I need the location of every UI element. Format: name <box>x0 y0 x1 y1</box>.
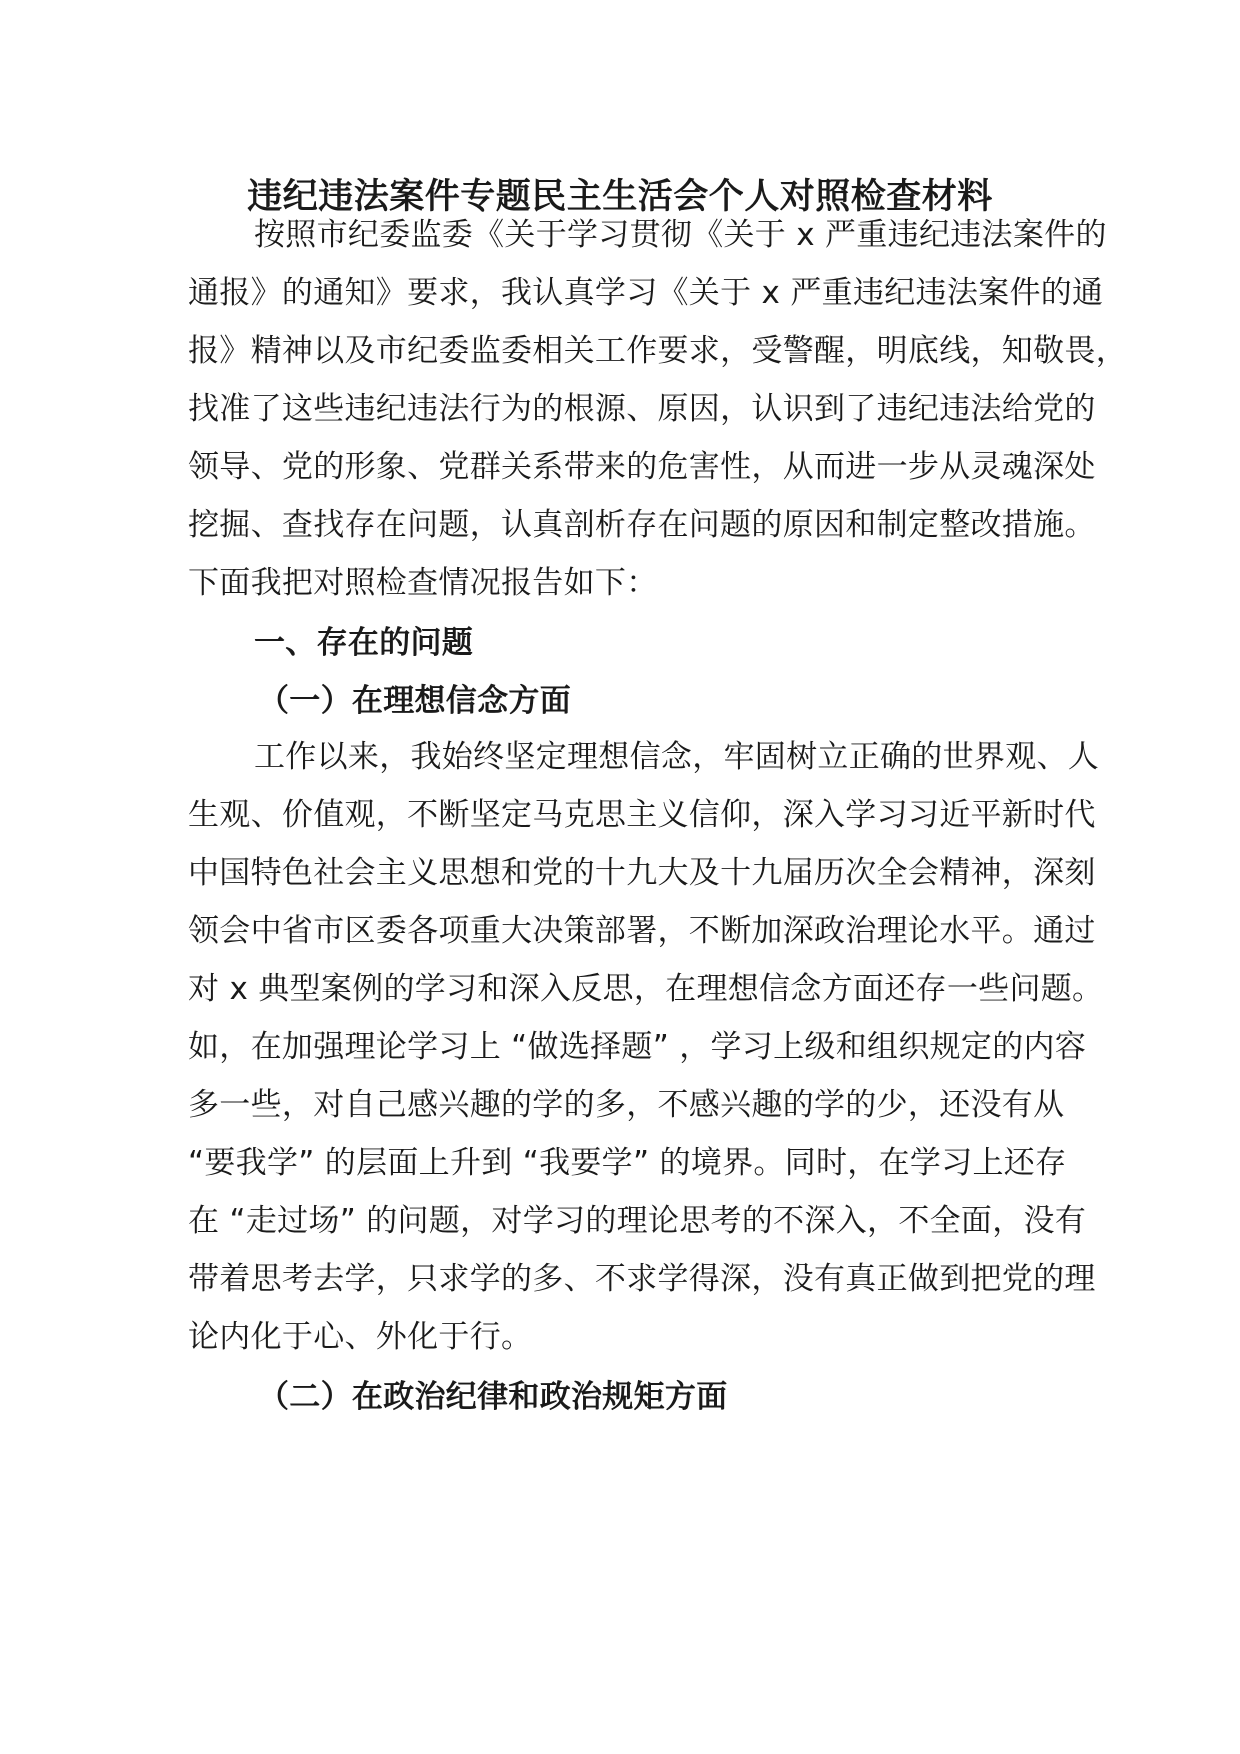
intro-line: 下面我把对照检查情况报告如下： <box>188 565 658 601</box>
body-line: 领会中省市区委各项重大决策部署，不断加深政治理论水平。通过 <box>188 913 1096 949</box>
section-heading: 一、存在的问题 <box>254 625 474 661</box>
body-line: 带着思考去学，只求学的多、不求学得深，没有真正做到把党的理 <box>188 1261 1096 1297</box>
body-line: 在 “走过场” 的问题，对学习的理论思考的不深入，不全面，没有 <box>188 1203 1087 1239</box>
body-line: 生观、价值观，不断坚定马克思主义信仰，深入学习习近平新时代 <box>188 797 1096 833</box>
subsection-heading: （二）在政治纪律和政治规矩方面 <box>258 1379 728 1415</box>
document-title: 违纪违法案件专题民主生活会个人对照检查材料 <box>247 177 993 217</box>
intro-line: 按照市纪委监委《关于学习贯彻《关于 x 严重违纪违法案件的 <box>254 217 1107 253</box>
body-line: 对 x 典型案例的学习和深入反思，在理想信念方面还存一些问题。 <box>188 971 1104 1007</box>
subsection-heading: （一）在理想信念方面 <box>258 683 571 719</box>
intro-line: 通报》的通知》要求，我认真学习《关于 x 严重违纪违法案件的通 <box>188 275 1104 311</box>
intro-line: 领导、党的形象、党群关系带来的危害性，从而进一步从灵魂深处 <box>188 449 1096 485</box>
intro-line: 报》精神以及市纪委监委相关工作要求，受警醒，明底线，知敬畏， <box>188 333 1127 369</box>
body-line: “要我学” 的层面上升到 “我要学” 的境界。同时，在学习上还存 <box>188 1145 1067 1181</box>
intro-line: 挖掘、查找存在问题，认真剖析存在问题的原因和制定整改措施。 <box>188 507 1096 543</box>
intro-line: 找准了这些违纪违法行为的根源、原因，认识到了违纪违法给党的 <box>188 391 1096 427</box>
body-line: 中国特色社会主义思想和党的十九大及十九届历次全会精神，深刻 <box>188 855 1096 891</box>
body-line: 多一些，对自己感兴趣的学的多，不感兴趣的学的少，还没有从 <box>188 1087 1065 1123</box>
body-line: 工作以来，我始终坚定理想信念，牢固树立正确的世界观、人 <box>254 739 1100 775</box>
body-line: 论内化于心、外化于行。 <box>188 1319 533 1355</box>
body-line: 如，在加强理论学习上 “做选择题” ，学习上级和组织规定的内容 <box>188 1029 1087 1065</box>
